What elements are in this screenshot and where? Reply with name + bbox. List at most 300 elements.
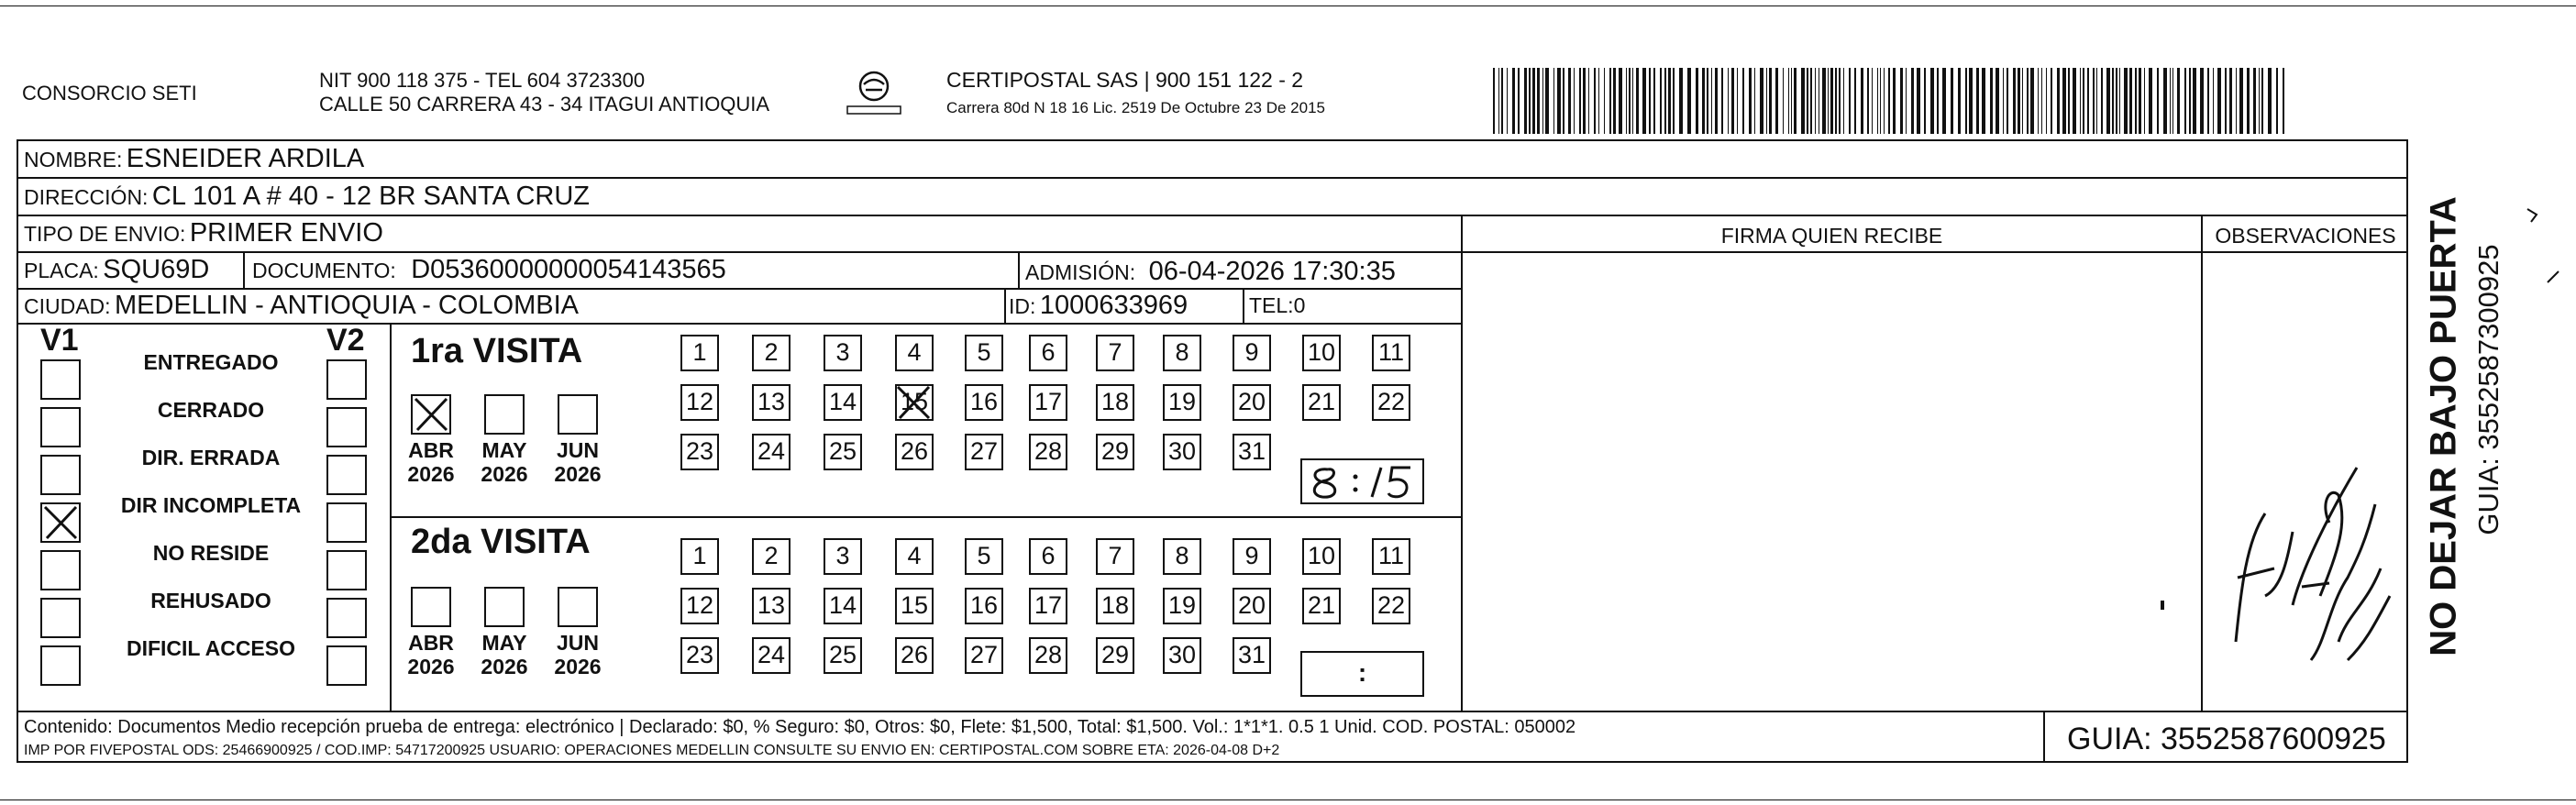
barcode-bar — [1619, 68, 1622, 134]
barcode-bar — [1613, 68, 1616, 134]
bottom-edge-line — [0, 799, 2576, 800]
day-checkbox[interactable]: 3 — [824, 335, 862, 371]
barcode-bar — [1990, 68, 1993, 134]
barcode-bar — [1553, 68, 1554, 134]
barcode-bar — [1742, 68, 1744, 134]
day-checkbox[interactable]: 31 — [1233, 637, 1271, 674]
barcode-bar — [1721, 68, 1723, 134]
day-checkbox[interactable]: 9 — [1233, 538, 1271, 575]
barcode-bar — [2229, 68, 2232, 134]
month-year: 2026 — [481, 462, 528, 486]
barcode-bar — [2163, 68, 2167, 134]
day-checkbox[interactable]: 24 — [752, 637, 790, 674]
barcode-bar — [2139, 68, 2141, 134]
barcode-bar — [1588, 68, 1589, 134]
edge-marks — [2524, 200, 2560, 310]
barcode-bar — [2083, 68, 2084, 134]
v1-status-checkbox[interactable] — [40, 645, 81, 686]
day-checkbox[interactable]: 18 — [1096, 588, 1134, 624]
day-checkbox[interactable]: 5 — [965, 538, 1003, 575]
nombre-label: NOMBRE: — [24, 148, 123, 171]
barcode-bar — [1924, 68, 1926, 134]
row-line — [1461, 251, 2408, 253]
day-checkbox[interactable]: 7 — [1096, 538, 1134, 575]
day-checkbox[interactable]: 22 — [1372, 588, 1410, 624]
day-checkbox[interactable]: 11 — [1372, 335, 1410, 371]
v2-status-checkbox[interactable] — [326, 550, 367, 590]
barcode-bar — [2157, 68, 2159, 134]
barcode-bar — [2207, 68, 2209, 134]
month-label — [547, 438, 608, 486]
barcode-bar — [2135, 68, 2137, 134]
barcode-bar — [1609, 68, 1611, 134]
barcode-bar — [1807, 68, 1808, 134]
month-label — [474, 438, 535, 486]
day-checkbox[interactable]: 29 — [1096, 637, 1134, 674]
ink-dot — [2161, 601, 2164, 610]
barcode-bar — [1668, 68, 1671, 134]
v1-status-checkbox[interactable] — [40, 455, 81, 495]
barcode-bar — [2022, 68, 2023, 134]
month-checkbox[interactable] — [484, 394, 525, 435]
x-check-mark-icon — [42, 504, 79, 541]
barcode-bar — [2080, 68, 2081, 134]
month-name: ABR — [408, 631, 454, 655]
tipo-envio-label: TIPO DE ENVIO: — [24, 222, 186, 246]
barcode-bar — [1493, 68, 1495, 134]
barcode-bar — [1769, 68, 1772, 134]
barcode-bar — [2093, 68, 2095, 134]
month-checkbox[interactable] — [411, 587, 451, 627]
barcode-bar — [1629, 68, 1631, 134]
barcode-bar — [1679, 68, 1683, 134]
day-checkbox[interactable]: 9 — [1233, 335, 1271, 371]
barcode-bar — [1664, 68, 1666, 134]
col-line — [1018, 251, 1020, 288]
day-checkbox[interactable]: 10 — [1302, 538, 1341, 575]
v2-status-checkbox[interactable] — [326, 407, 367, 447]
day-checkbox[interactable]: 14 — [824, 384, 862, 421]
day-checkbox[interactable]: 5 — [965, 335, 1003, 371]
month-year: 2026 — [407, 655, 455, 678]
barcode-bar — [1498, 68, 1499, 134]
barcode-bar — [2057, 68, 2060, 134]
barcode-bar — [2170, 68, 2171, 134]
day-checkbox[interactable]: 4 — [895, 335, 934, 371]
barcode-bar — [2041, 68, 2042, 134]
barcode-bar — [2073, 68, 2076, 134]
barcode-bar — [2213, 68, 2214, 134]
barcode-bar — [1958, 68, 1961, 134]
ciudad-field — [24, 291, 579, 325]
day-checkbox[interactable]: 23 — [680, 637, 719, 674]
month-name: MAY — [481, 438, 527, 462]
id-field — [1009, 291, 1188, 325]
day-checkbox[interactable]: 27 — [965, 637, 1003, 674]
day-checkbox[interactable]: 28 — [1029, 637, 1067, 674]
barcode-bar — [1529, 68, 1531, 134]
barcode-bar — [2013, 68, 2016, 134]
day-checkbox[interactable]: 16 — [965, 588, 1003, 624]
barcode-bar — [1775, 68, 1778, 134]
barcode-bar — [2261, 68, 2263, 134]
row-line — [390, 516, 1461, 518]
certipostal-logo — [842, 66, 906, 121]
barcode-bar — [1568, 68, 1571, 134]
day-checkbox[interactable]: 28 — [1029, 434, 1067, 470]
day-checkbox[interactable]: 2 — [752, 335, 790, 371]
col-line — [2201, 215, 2203, 711]
day-checkbox[interactable]: 13 — [752, 588, 790, 624]
placa-field — [24, 255, 209, 289]
documento-label: DOCUMENTO: — [252, 259, 396, 282]
barcode-bar — [1711, 68, 1712, 134]
barcode-bar — [2003, 68, 2004, 134]
barcode-bar — [1893, 68, 1896, 134]
day-checkbox[interactable]: 14 — [824, 588, 862, 624]
day-checkbox[interactable]: 31 — [1233, 434, 1271, 470]
visit2-time-box[interactable]: : — [1300, 651, 1424, 697]
barcode-bar — [1906, 68, 1907, 134]
day-checkbox[interactable]: 18 — [1096, 384, 1134, 421]
tel-field — [1249, 291, 1305, 324]
month-year: 2026 — [481, 655, 528, 678]
ciudad-value: MEDELLIN - ANTIOQUIA - COLOMBIA — [115, 291, 580, 320]
barcode-bar — [2116, 68, 2117, 134]
address-line: CALLE 50 CARRERA 43 - 34 ITAGUI ANTIOQUIA — [319, 93, 770, 116]
observaciones-label: OBSERVACIONES — [2215, 224, 2396, 248]
day-checkbox[interactable]: 20 — [1233, 588, 1271, 624]
barcode-bar — [1545, 68, 1549, 134]
day-checkbox[interactable]: 19 — [1163, 588, 1201, 624]
barcode-bar — [2129, 68, 2132, 134]
barcode-bar — [2217, 68, 2221, 134]
barcode-bar — [1843, 68, 1844, 134]
barcode-bar — [2193, 68, 2196, 134]
barcode-bar — [2236, 68, 2237, 134]
x-check-mark-icon — [895, 384, 932, 421]
tipo-envio-field — [24, 218, 383, 252]
company-name: CONSORCIO SETI — [22, 82, 197, 105]
tel-label: TEL: — [1249, 293, 1294, 317]
day-checkbox[interactable]: 21 — [1302, 588, 1341, 624]
v2-label: V2 — [326, 323, 365, 358]
barcode-bar — [2144, 68, 2145, 134]
barcode-bar — [1594, 68, 1596, 134]
visit1-title: 1ra VISITA — [411, 332, 583, 370]
barcode-bar — [1982, 68, 1985, 134]
month-name: MAY — [481, 631, 527, 655]
barcode-bar — [2119, 68, 2120, 134]
id-label: ID: — [1009, 294, 1036, 318]
barcode-bar — [2200, 68, 2204, 134]
footer-guia: GUIA: 3552587600925 — [2067, 722, 2386, 756]
barcode-bar — [1507, 68, 1508, 134]
month-name: JUN — [556, 631, 599, 655]
status-label: DIR INCOMPLETA — [120, 493, 302, 517]
month-label — [401, 438, 461, 486]
day-checkbox[interactable]: 30 — [1163, 637, 1201, 674]
day-checkbox[interactable]: 20 — [1233, 384, 1271, 421]
barcode-bar — [2172, 68, 2173, 134]
barcode-bar — [1766, 68, 1767, 134]
barcode-bar — [1649, 68, 1651, 134]
barcode-bar — [1996, 68, 1999, 134]
barcode-bar — [2030, 68, 2034, 134]
barcode-bar — [1976, 68, 1979, 134]
day-checkbox[interactable]: 27 — [965, 434, 1003, 470]
v2-status-checkbox[interactable] — [326, 455, 367, 495]
barcode-bar — [2007, 68, 2008, 134]
barcode-bar — [1951, 68, 1953, 134]
day-checkbox[interactable]: 22 — [1372, 384, 1410, 421]
day-checkbox[interactable]: 6 — [1029, 335, 1067, 371]
documento-field — [252, 255, 726, 289]
v1-status-checkbox[interactable] — [40, 598, 81, 638]
barcode-bar — [1900, 68, 1903, 134]
barcode-bar — [1917, 68, 1920, 134]
day-checkbox[interactable]: 15 — [895, 588, 934, 624]
day-checkbox[interactable]: 7 — [1096, 335, 1134, 371]
barcode-bar — [1942, 68, 1946, 134]
month-label — [474, 631, 535, 678]
tel-value: 0 — [1293, 293, 1306, 317]
barcode-bar — [1583, 68, 1586, 134]
barcode-bar — [1579, 68, 1581, 134]
barcode-bar — [1930, 68, 1934, 134]
barcode-bar — [1707, 68, 1708, 134]
col-line — [1243, 288, 1244, 323]
admision-value: 06-04-2026 17:30:35 — [1148, 257, 1396, 286]
footer-line-2: IMP POR FIVEPOSTAL ODS: 25466900925 / COD.IMP: 54717200925 USUARIO: OPERACIONES MEDELLIN CONSULTE SU ENVIO EN: CERTIPOSTAL.COM SOBRE ETA: 2026-04-08 D+2 — [24, 743, 1280, 758]
barcode-bar — [1626, 68, 1627, 134]
barcode-bar — [1937, 68, 1939, 134]
license-line: Carrera 80d N 18 16 Lic. 2519 De Octubre 23 De 2015 — [946, 99, 1325, 116]
handwritten-signature — [2210, 367, 2394, 669]
v2-status-checkbox[interactable] — [326, 359, 367, 400]
nombre-field — [24, 144, 364, 178]
direccion-value: CL 101 A # 40 - 12 BR SANTA CRUZ — [151, 182, 591, 211]
barcode-bar — [1687, 68, 1691, 134]
month-name: ABR — [408, 438, 454, 462]
barcode-bar — [1702, 68, 1705, 134]
day-checkbox[interactable]: 1 — [680, 538, 719, 575]
placa-label: PLACA: — [24, 259, 99, 282]
barcode-bar — [2225, 68, 2227, 134]
month-year: 2026 — [407, 462, 455, 486]
barcode-bar — [2276, 68, 2278, 134]
barcode-bar — [1965, 68, 1967, 134]
barcode-bar — [2101, 68, 2103, 134]
day-checkbox[interactable]: 8 — [1163, 335, 1201, 371]
barcode-bar — [1563, 68, 1564, 134]
barcode-bar — [1673, 68, 1675, 134]
barcode-bar — [1542, 68, 1543, 134]
barcode-bar — [1788, 68, 1789, 134]
barcode-bar — [1872, 68, 1873, 134]
day-checkbox[interactable]: 26 — [895, 637, 934, 674]
carrier-line: CERTIPOSTAL SAS | 900 151 122 - 2 — [946, 68, 1304, 92]
side-guia-text: GUIA: 3552587300925 — [2472, 244, 2504, 535]
barcode-bar — [2247, 68, 2250, 134]
month-label — [547, 631, 608, 678]
day-checkbox[interactable]: 10 — [1302, 335, 1341, 371]
v1-status-checkbox[interactable] — [40, 502, 81, 543]
day-checkbox[interactable]: 17 — [1029, 588, 1067, 624]
barcode-bar — [2018, 68, 2020, 134]
month-year: 2026 — [554, 462, 602, 486]
barcode-bar — [1524, 68, 1527, 134]
barcode-bar — [1835, 68, 1837, 134]
barcode-bar — [2253, 68, 2256, 134]
admision-field — [1025, 257, 1396, 291]
barcode-bar — [1760, 68, 1763, 134]
day-checkbox[interactable]: 12 — [680, 384, 719, 421]
ciudad-label: CIUDAD: — [24, 294, 111, 318]
barcode-bar — [1877, 68, 1878, 134]
barcode-bar — [2189, 68, 2191, 134]
barcode-bar — [1867, 68, 1869, 134]
day-checkbox[interactable]: 29 — [1096, 434, 1134, 470]
barcode-bar — [1518, 68, 1520, 134]
col-line — [243, 251, 245, 288]
day-checkbox[interactable]: 19 — [1163, 384, 1201, 421]
day-checkbox[interactable]: 8 — [1163, 538, 1201, 575]
barcode-bar — [2149, 68, 2152, 134]
barcode-bar — [1636, 68, 1639, 134]
side-notice — [2421, 174, 2467, 678]
col-line — [2043, 711, 2045, 763]
barcode-bar — [1660, 68, 1662, 134]
v1-status-checkbox[interactable] — [40, 550, 81, 590]
day-checkbox[interactable]: 17 — [1029, 384, 1067, 421]
day-checkbox[interactable]: 26 — [895, 434, 934, 470]
v2-status-checkbox[interactable] — [326, 502, 367, 543]
barcode-bar — [1754, 68, 1755, 134]
status-label: NO RESIDE — [152, 541, 270, 565]
id-value: 1000633969 — [1039, 291, 1188, 320]
barcode-bar — [1839, 68, 1841, 134]
barcode-bar — [1737, 68, 1738, 134]
barcode-bar — [1822, 68, 1826, 134]
barcode-bar — [2268, 68, 2272, 134]
barcode-bar — [2046, 68, 2047, 134]
side-guia — [2471, 183, 2507, 596]
status-label: ENTREGADO — [143, 350, 279, 374]
month-name: JUN — [556, 438, 599, 462]
barcode-bar — [1715, 68, 1718, 134]
barcode-bar — [1653, 68, 1655, 134]
day-checkbox[interactable]: 1 — [680, 335, 719, 371]
barcode-bar — [1791, 68, 1792, 134]
barcode-icon — [1493, 68, 2287, 134]
barcode-bar — [2038, 68, 2039, 134]
barcode-bar — [1783, 68, 1784, 134]
day-checkbox[interactable]: 12 — [680, 588, 719, 624]
month-year: 2026 — [554, 655, 602, 678]
v2-status-checkbox[interactable] — [326, 598, 367, 638]
day-checkbox[interactable]: 13 — [752, 384, 790, 421]
barcode-bar — [1632, 68, 1633, 134]
v1-label: V1 — [40, 323, 79, 358]
visit1-time-box[interactable] — [1300, 458, 1424, 504]
month-label — [401, 631, 461, 678]
day-checkbox[interactable]: 4 — [895, 538, 934, 575]
barcode-bar — [1815, 68, 1816, 134]
barcode-bar — [2062, 68, 2066, 134]
barcode-bar — [1642, 68, 1646, 134]
month-checkbox[interactable] — [484, 587, 525, 627]
nombre-value: ESNEIDER ARDILA — [126, 144, 365, 173]
barcode-bar — [1501, 68, 1503, 134]
tipo-envio-value: PRIMER ENVIO — [189, 218, 383, 248]
barcode-bar — [1861, 68, 1863, 134]
day-checkbox[interactable]: 24 — [752, 434, 790, 470]
x-check-mark-icon — [413, 396, 449, 433]
day-checkbox[interactable]: 3 — [824, 538, 862, 575]
v2-status-checkbox[interactable] — [326, 645, 367, 686]
barcode-bar — [1969, 68, 1973, 134]
barcode-bar — [1880, 68, 1881, 134]
nit-line: NIT 900 118 375 - TEL 604 3723300 — [319, 69, 646, 92]
day-checkbox[interactable]: 23 — [680, 434, 719, 470]
barcode-bar — [2177, 68, 2180, 134]
barcode-bar — [1532, 68, 1535, 134]
barcode-bar — [2106, 68, 2110, 134]
direccion-field — [24, 182, 590, 215]
month-checkbox[interactable] — [411, 394, 451, 435]
day-checkbox[interactable]: 16 — [965, 384, 1003, 421]
barcode-bar — [2096, 68, 2097, 134]
day-checkbox[interactable]: 25 — [824, 637, 862, 674]
v1-status-checkbox[interactable] — [40, 407, 81, 447]
status-label: REHUSADO — [150, 589, 271, 612]
barcode-bar — [1512, 68, 1515, 134]
barcode-bar — [1728, 68, 1729, 134]
day-checkbox[interactable]: 15 — [895, 384, 934, 421]
day-checkbox[interactable]: 21 — [1302, 384, 1341, 421]
day-checkbox[interactable]: 30 — [1163, 434, 1201, 470]
barcode-bar — [1854, 68, 1856, 134]
barcode-bar — [2184, 68, 2186, 134]
row-line — [17, 711, 2408, 712]
placa-value: SQU69D — [103, 255, 210, 284]
barcode-bar — [1801, 68, 1805, 134]
barcode-bar — [1794, 68, 1797, 134]
day-checkbox[interactable]: 6 — [1029, 538, 1067, 575]
visit2-title: 2da VISITA — [411, 523, 591, 561]
month-checkbox[interactable] — [558, 587, 598, 627]
barcode-bar — [1911, 68, 1914, 134]
barcode-bar — [2239, 68, 2243, 134]
barcode-bar — [1598, 68, 1599, 134]
barcode-bar — [1830, 68, 1833, 134]
row-line — [17, 177, 2408, 179]
month-checkbox[interactable] — [558, 394, 598, 435]
barcode-bar — [2283, 68, 2284, 134]
day-checkbox[interactable]: 2 — [752, 538, 790, 575]
v1-status-checkbox[interactable] — [40, 359, 81, 400]
barcode-bar — [1749, 68, 1752, 134]
col-line — [1461, 215, 1463, 711]
barcode-bar — [1574, 68, 1575, 134]
day-checkbox[interactable]: 11 — [1372, 538, 1410, 575]
status-label: DIR. ERRADA — [141, 446, 281, 469]
barcode-bar — [1849, 68, 1851, 134]
barcode-bar — [2259, 68, 2260, 134]
day-checkbox[interactable]: 25 — [824, 434, 862, 470]
barcode-bar — [2087, 68, 2089, 134]
